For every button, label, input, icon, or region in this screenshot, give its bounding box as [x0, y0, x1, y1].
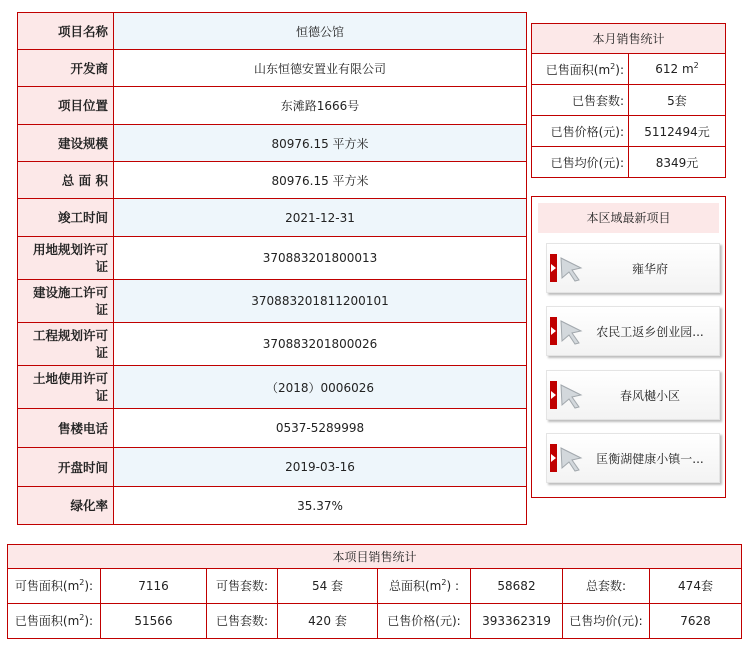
info-row-construction-permit: [18, 280, 527, 323]
total-area-label: 总面积$(m^2)$ :: [378, 569, 471, 604]
info-row-opening: [18, 448, 527, 487]
sold-price-label: 已售价格(元):: [378, 604, 471, 639]
sold-units-value: 5套: [629, 85, 726, 116]
total-units-label: 总套数:: [563, 569, 650, 604]
info-value: 2021-12-31: [114, 199, 527, 237]
project-card[interactable]: [546, 370, 720, 420]
sold-price-value: 393362319: [471, 604, 563, 639]
info-label: 用地规划许可证: [18, 237, 114, 280]
available-area-label: 可售面积$(m^2)$:: [8, 569, 101, 604]
info-row-name: [18, 13, 527, 50]
monthly-sales-title: 本月销售统计: [532, 24, 726, 54]
info-label: 建设施工许可证: [18, 280, 114, 323]
info-label: 绿化率: [18, 487, 114, 525]
available-units-label: 可售套数:: [207, 569, 278, 604]
sold-area-value: 51566: [101, 604, 207, 639]
total-units-value: 474套: [650, 569, 742, 604]
info-label: 建设规模: [18, 125, 114, 162]
avg-price-value: 8349元: [629, 147, 726, 178]
sold-price-label: 已售价格(元):: [532, 116, 629, 147]
tag-arrow-icon: [550, 254, 557, 282]
avg-price-value: 7628: [650, 604, 742, 639]
info-value: 山东恒德安置业有限公司: [114, 50, 527, 87]
tag-arrow-icon: [550, 444, 557, 472]
info-value: 35.37%: [114, 487, 527, 525]
sold-area-value: 612 $m^2$: [629, 54, 726, 85]
info-value: 恒德公馆: [114, 13, 527, 50]
info-row-completion: [18, 199, 527, 237]
avg-price-label: 已售均价(元):: [532, 147, 629, 178]
cursor-arrow-icon: [559, 383, 585, 409]
project-info-table: [17, 12, 527, 525]
project-name-link[interactable]: 农民工返乡创业园...: [596, 325, 704, 339]
sold-units-label: 已售套数:: [207, 604, 278, 639]
info-row-location: [18, 87, 527, 125]
area-projects-title: 本区域最新项目: [538, 203, 719, 233]
tag-arrow-icon: [550, 317, 557, 345]
info-label: 项目位置: [18, 87, 114, 125]
info-label: 土地使用许可证: [18, 366, 114, 409]
info-label: 开盘时间: [18, 448, 114, 487]
sold-units-label: 已售套数:: [532, 85, 629, 116]
total-area-value: 58682: [471, 569, 563, 604]
info-row-land-permit: [18, 237, 527, 280]
area-projects-panel: [531, 196, 726, 498]
project-name-link[interactable]: 雍华府: [631, 262, 668, 276]
sold-area-label: 已售面积$(m^2)$:: [532, 54, 629, 85]
info-value: 370883201811200101: [114, 280, 527, 323]
info-row-phone: [18, 409, 527, 448]
project-name-link[interactable]: 匡衡湖健康小镇一...: [596, 452, 704, 466]
sold-area-label: 已售面积$(m^2)$:: [8, 604, 101, 639]
info-row-planning-permit: [18, 323, 527, 366]
info-value: 0537-5289998: [114, 409, 527, 448]
info-value: 370883201800013: [114, 237, 527, 280]
project-name-link[interactable]: 春风樾小区: [619, 389, 680, 403]
monthly-sales-table: [531, 23, 726, 178]
info-value: （2018）0006026: [114, 366, 527, 409]
available-area-value: 7116: [101, 569, 207, 604]
project-card[interactable]: [546, 306, 720, 356]
info-label: 竣工时间: [18, 199, 114, 237]
info-label: 工程规划许可证: [18, 323, 114, 366]
tag-arrow-icon: [550, 381, 557, 409]
info-value: 370883201800026: [114, 323, 527, 366]
project-sales-table: [7, 544, 742, 639]
available-units-value: 54 套: [278, 569, 378, 604]
project-sales-title: 本项目销售统计: [8, 545, 742, 569]
info-row-green-rate: [18, 487, 527, 525]
info-label: 售楼电话: [18, 409, 114, 448]
info-label: 开发商: [18, 50, 114, 87]
project-card[interactable]: [546, 433, 720, 483]
info-row-developer: [18, 50, 527, 87]
avg-price-label: 已售均价(元):: [563, 604, 650, 639]
info-row-total-area: [18, 162, 527, 199]
info-label: 项目名称: [18, 13, 114, 50]
sold-units-value: 420 套: [278, 604, 378, 639]
info-row-land-use-permit: [18, 366, 527, 409]
project-card[interactable]: [546, 243, 720, 293]
sold-price-value: 5112494元: [629, 116, 726, 147]
info-value: 东滩路1666号: [114, 87, 527, 125]
cursor-arrow-icon: [559, 319, 585, 345]
info-label: 总 面 积: [18, 162, 114, 199]
cursor-arrow-icon: [559, 256, 585, 282]
info-row-scale: [18, 125, 527, 162]
info-value: 80976.15 平方米: [114, 125, 527, 162]
info-value: 2019-03-16: [114, 448, 527, 487]
cursor-arrow-icon: [559, 446, 585, 472]
info-value: 80976.15 平方米: [114, 162, 527, 199]
